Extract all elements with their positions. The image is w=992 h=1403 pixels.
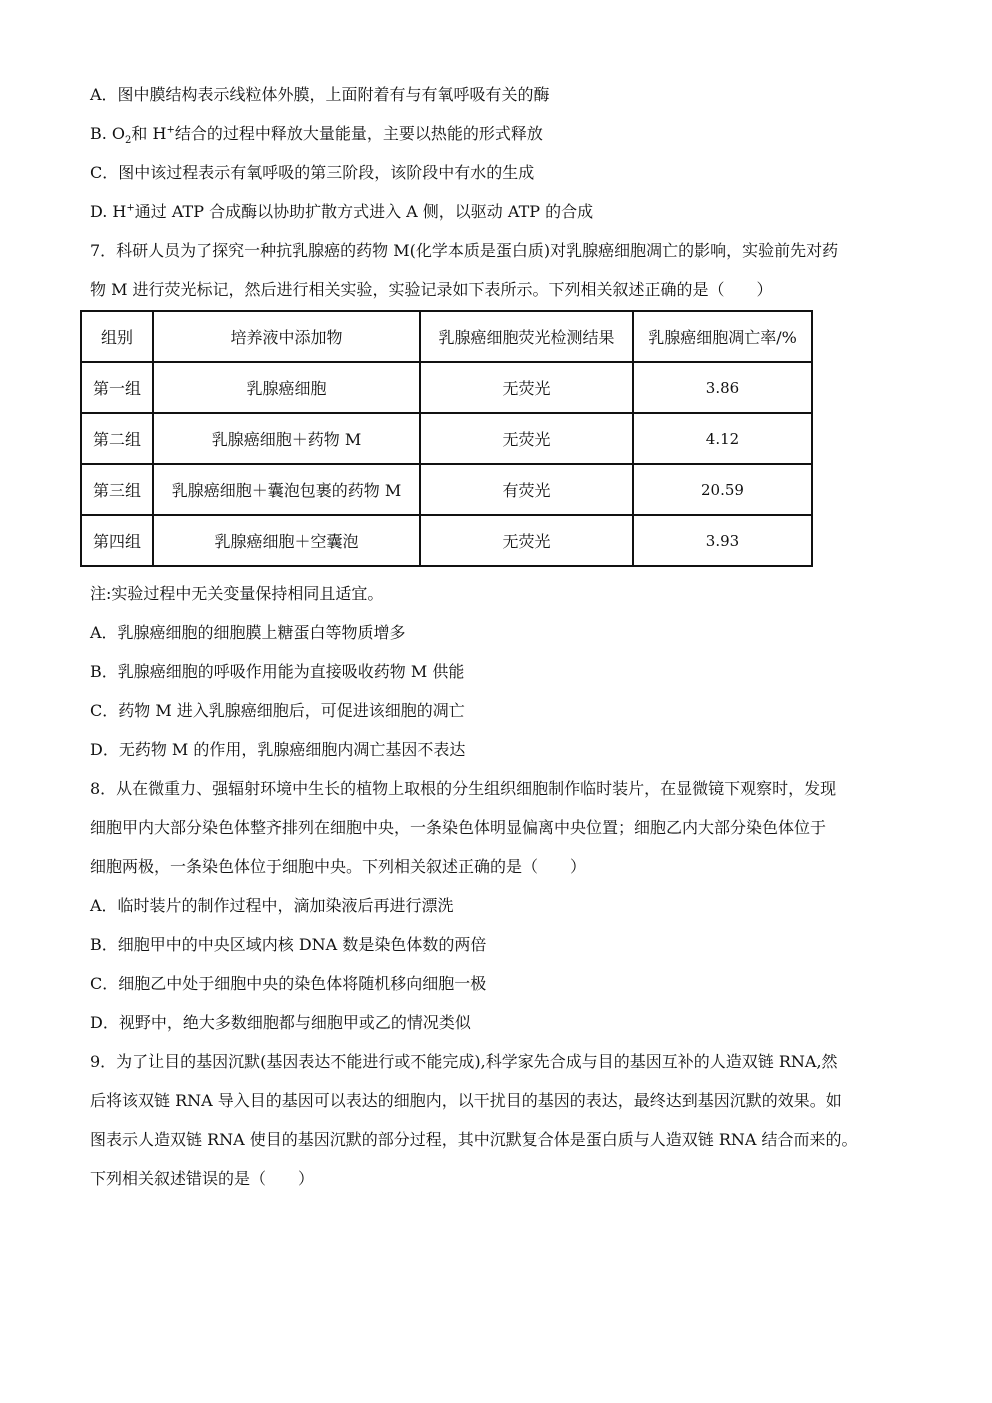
q6-option-b-sup: + [166, 124, 175, 136]
q6-option-d-sup: + [126, 202, 135, 214]
q8-stem-line3: 细胞两极，一条染色体位于细胞中央。下列相关叙述正确的是（ ） [90, 857, 587, 876]
q7-stem-line1: 7．科研人员为了探究一种抗乳腺癌的药物 M(化学本质是蛋白质)对乳腺癌细胞凋亡的影响，实验前先对药 [90, 241, 839, 260]
q8-option-b: B．细胞甲中的中央区域内核 DNA 数是染色体数的两倍 [90, 935, 487, 954]
q7-option-a: A．乳腺癌细胞的细胞膜上糖蛋白等物质增多 [90, 623, 406, 642]
table-cell-additive: 乳腺癌细胞＋囊泡包裹的药物 M [153, 464, 420, 515]
table-row [81, 515, 812, 566]
q6-option-d-pre: D. H [90, 202, 127, 221]
q7-option-d: D．无药物 M 的作用，乳腺癌细胞内凋亡基因不表达 [90, 740, 466, 759]
q6-option-b-post: 结合的过程中释放大量能量，主要以热能的形式释放 [174, 124, 543, 143]
q6-option-b-pre: B. O [90, 124, 126, 143]
table-cell-fluorescence: 无荧光 [420, 362, 633, 413]
table-cell-fluorescence: 无荧光 [420, 413, 633, 464]
table-cell-fluorescence: 有荧光 [420, 464, 633, 515]
table-row [81, 464, 812, 515]
q8-option-c: C．细胞乙中处于细胞中央的染色体将随机移向细胞一极 [90, 974, 487, 993]
q9-stem-line3: 图表示人造双链 RNA 使目的基因沉默的部分过程，其中沉默复合体是蛋白质与人造双链 RNA 结合而来的。 [90, 1130, 858, 1149]
table-cell-apoptosis-rate: 3.93 [633, 515, 812, 566]
q6-option-c: C．图中该过程表示有氧呼吸的第三阶段，该阶段中有水的生成 [90, 163, 535, 182]
q6-option-a: A．图中膜结构表示线粒体外膜，上面附着有与有氧呼吸有关的酶 [90, 85, 550, 104]
q6-option-b [90, 124, 543, 147]
table-header-cell: 培养液中添加物 [153, 311, 420, 362]
table-cell-additive: 乳腺癌细胞 [153, 362, 420, 413]
q8-stem-line2: 细胞甲内大部分染色体整齐排列在细胞中央，一条染色体明显偏离中央位置；细胞乙内大部分染色体位于 [90, 818, 827, 837]
q8-stem-line1: 8．从在微重力、强辐射环境中生长的植物上取根的分生组织细胞制作临时装片，在显微镜下观察时，发现 [90, 779, 837, 798]
q8-option-a: A．临时装片的制作过程中，滴加染液后再进行漂洗 [90, 896, 454, 915]
q9-stem-line4: 下列相关叙述错误的是（ ） [90, 1169, 315, 1188]
table-cell-fluorescence: 无荧光 [420, 515, 633, 566]
q8-option-d: D．视野中，绝大多数细胞都与细胞甲或乙的情况类似 [90, 1013, 471, 1032]
q6-option-d-post: 通过 ATP 合成酶以协助扩散方式进入 A 侧，以驱动 ATP 的合成 [134, 202, 594, 221]
table-cell-group: 第四组 [81, 515, 153, 566]
q7-option-b: B．乳腺癌细胞的呼吸作用能为直接吸收药物 M 供能 [90, 662, 465, 681]
table-cell-apoptosis-rate: 20.59 [633, 464, 812, 515]
table-cell-group: 第二组 [81, 413, 153, 464]
table-header-cell: 组别 [81, 311, 153, 362]
q6-option-b-sub: 2 [125, 135, 132, 147]
q6-option-d [90, 202, 593, 222]
table-header-row [81, 311, 812, 362]
table-cell-additive: 乳腺癌细胞＋药物 M [153, 413, 420, 464]
table-cell-group: 第三组 [81, 464, 153, 515]
table-header-cell: 乳腺癌细胞荧光检测结果 [420, 311, 633, 362]
table-cell-apoptosis-rate: 4.12 [633, 413, 812, 464]
q7-note: 注:实验过程中无关变量保持相同且适宜。 [90, 584, 384, 603]
table-row [81, 413, 812, 464]
table-row [81, 362, 812, 413]
table-cell-additive: 乳腺癌细胞＋空囊泡 [153, 515, 420, 566]
q6-option-b-mid: 和 H [131, 124, 167, 143]
table-header-cell: 乳腺癌细胞凋亡率/% [633, 311, 812, 362]
table-cell-apoptosis-rate: 3.86 [633, 362, 812, 413]
q9-stem-line2: 后将该双链 RNA 导入目的基因可以表达的细胞内，以干扰目的基因的表达，最终达到基因沉默的效果。如 [90, 1091, 842, 1110]
experiment-table [80, 310, 813, 567]
q7-stem-line2: 物 M 进行荧光标记，然后进行相关实验，实验记录如下表所示。下列相关叙述正确的是（ ） [90, 280, 773, 299]
table-cell-group: 第一组 [81, 362, 153, 413]
q9-stem-line1: 9．为了让目的基因沉默(基因表达不能进行或不能完成),科学家先合成与目的基因互补的人造双链 RNA,然 [90, 1052, 838, 1071]
q7-option-c: C．药物 M 进入乳腺癌细胞后，可促进该细胞的凋亡 [90, 701, 465, 720]
